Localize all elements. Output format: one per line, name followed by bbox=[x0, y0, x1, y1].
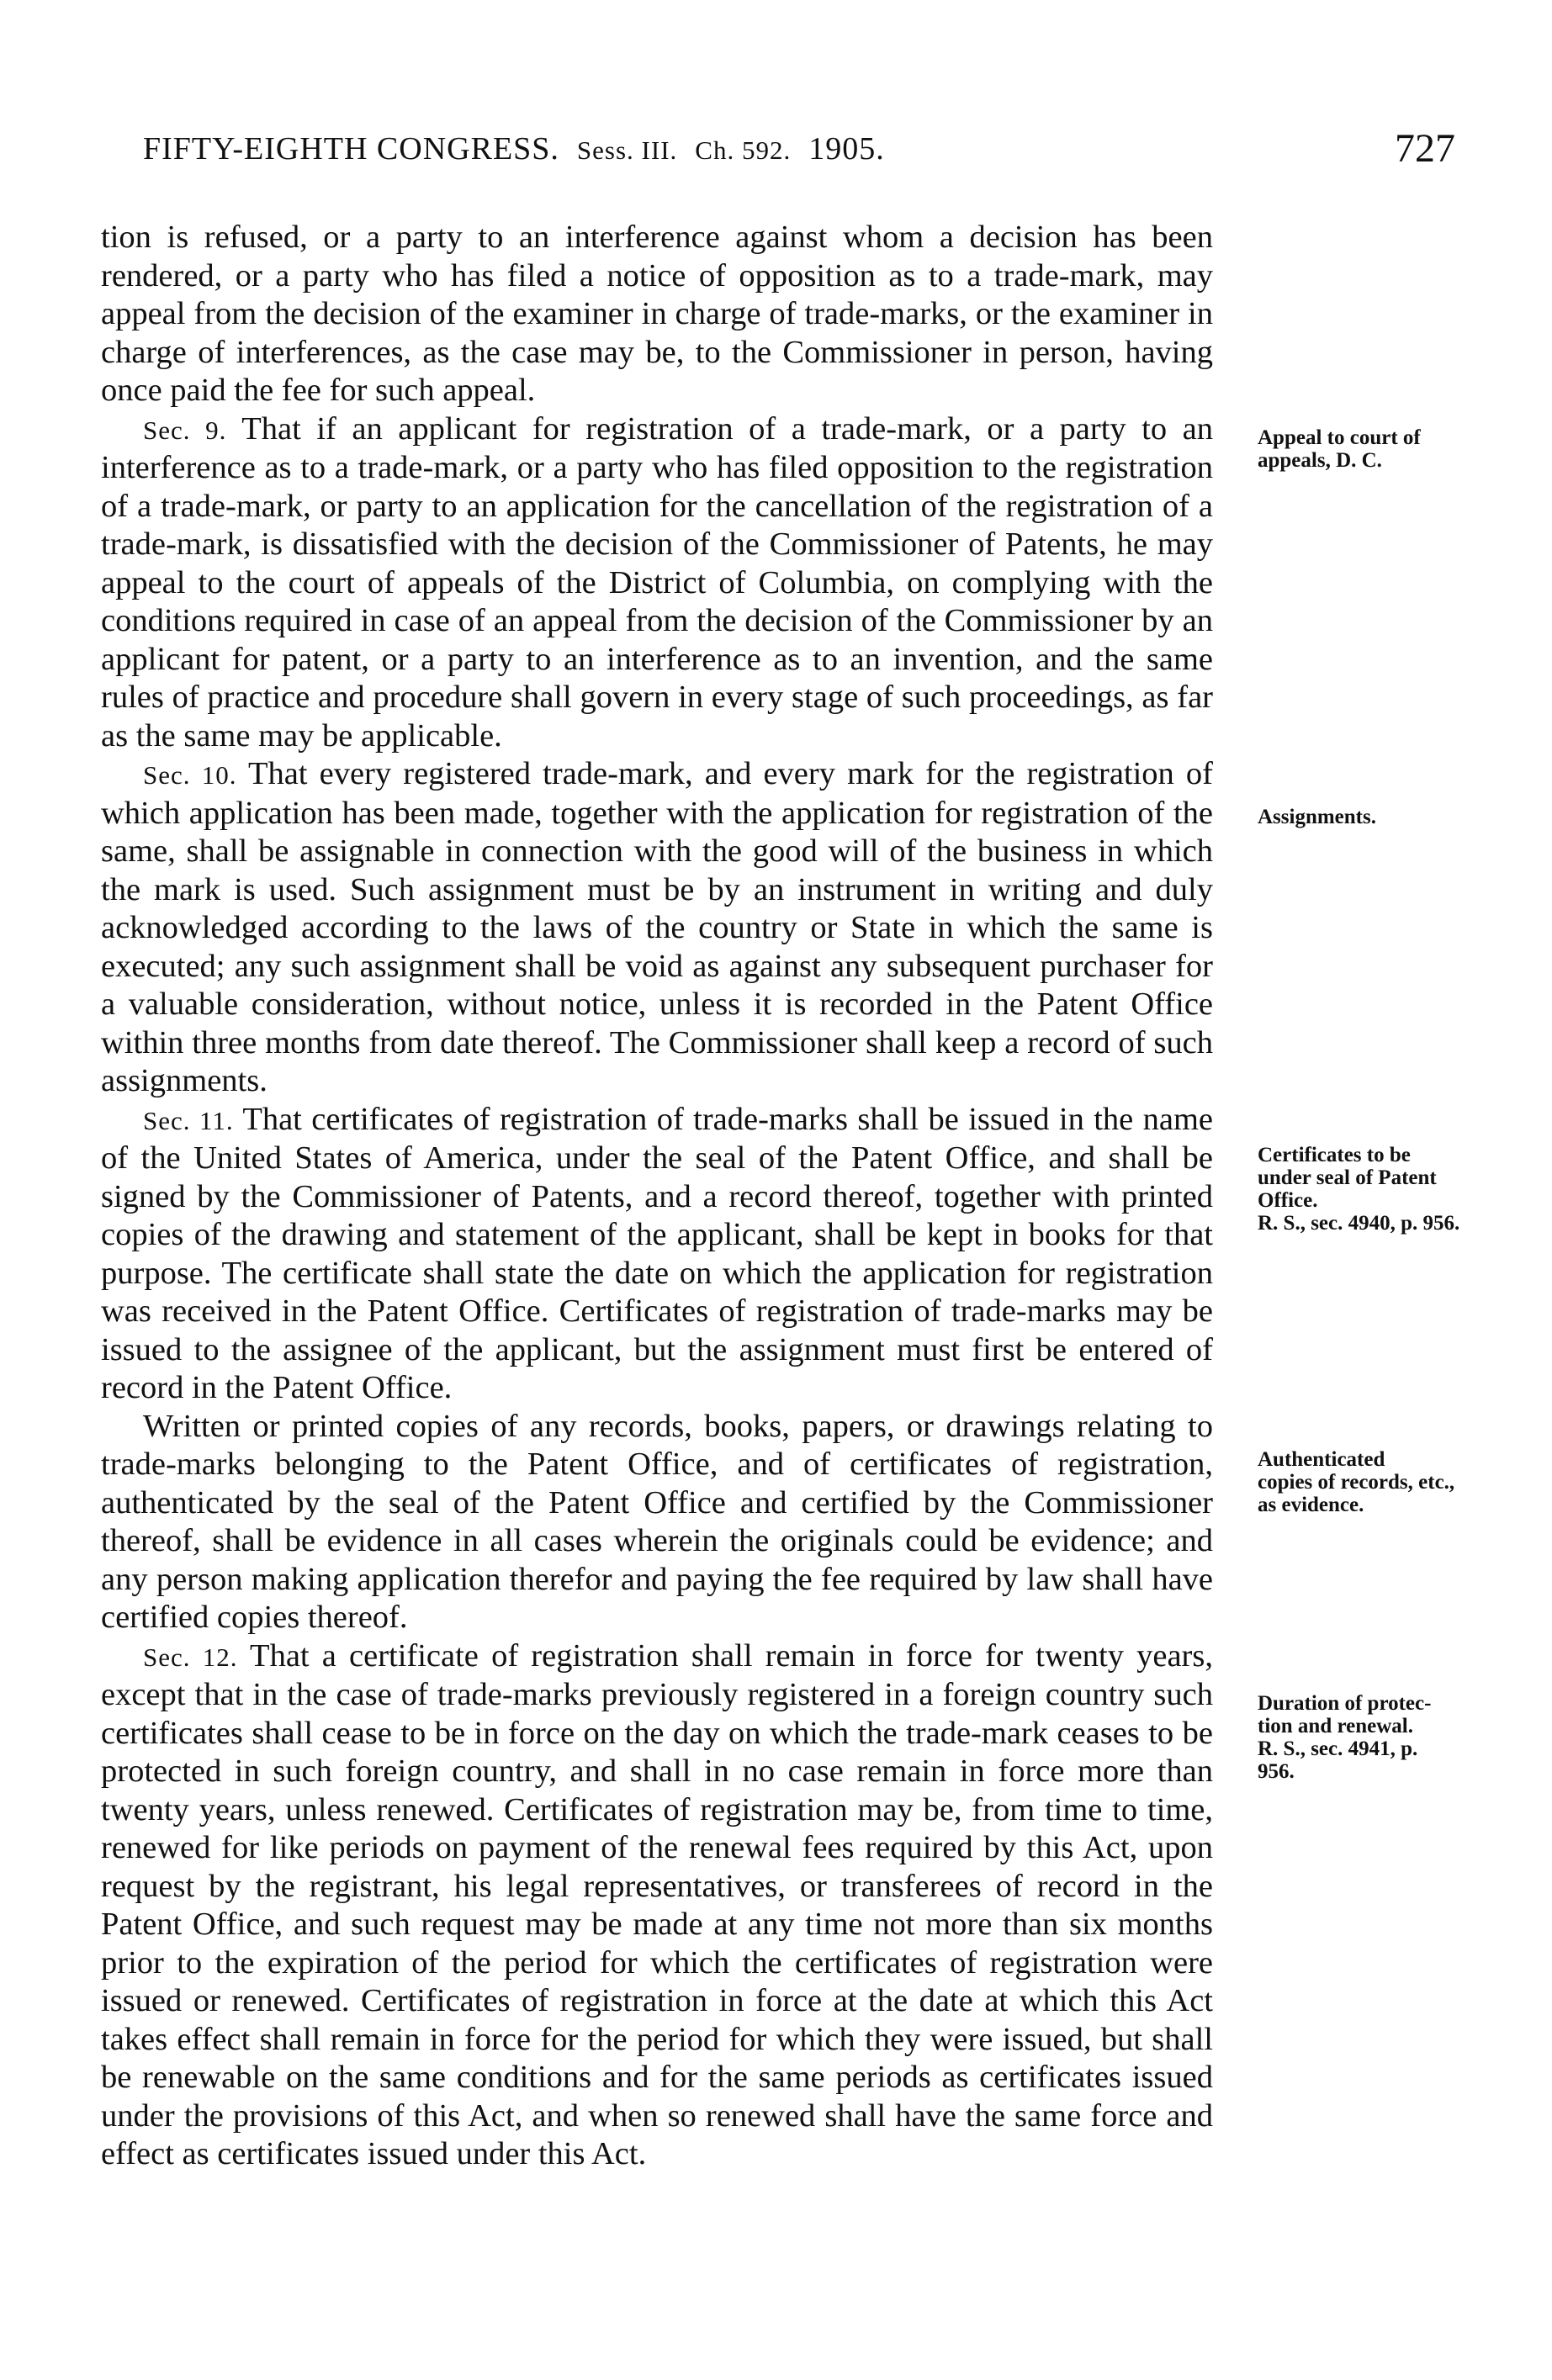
running-head-title: FIFTY-EIGHTH CONGRESS. Sess. III. Ch. 592. 1905. bbox=[143, 131, 885, 167]
section-9: Sec. 9. That if an applicant for registration of a trade-mark, or a party to an interference as to a trade-mark, or a party who has filed opposition to the registration of a trade-mark, or party to an application for the cancellation of the registration of a trade-mark, is dissatisfied with the decision of the Commissioner of Patents, he may appeal to the court of appeals of the District of Columbia, on complying with the conditions required in case of an appeal from the decision of the Commissioner by an applicant for patent, or a party to an interference as to an invention, and the same rules of practice and procedure shall govern in every stage of such proceedings, as far as the same may be applicable. bbox=[101, 410, 1213, 754]
section-label: Sec. 11. bbox=[143, 1105, 234, 1135]
margin-note-assignments: Assignments. bbox=[1258, 806, 1376, 828]
paragraph-certified-copies: Written or printed copies of any records, books, papers, or drawings relating to trade-marks belonging to the Patent Office, and of certificates of registration, authenticated by the seal of the Patent Office and certified by the Commissioner thereof, shall be evidence in all cases wherein the originals could be evidence; and any person making application therefor and paying the fee required by law shall have certified copies thereof. bbox=[101, 1408, 1213, 1635]
running-head bbox=[143, 126, 1455, 181]
margin-note-appeal: Appeal to court of appeals, D. C. bbox=[1258, 426, 1421, 472]
margin-note-duration: Duration of protec- tion and renewal. R. S., sec. 4941, p. 956. bbox=[1258, 1692, 1432, 1783]
section-12: Sec. 12. That a certificate of registration shall remain in force for twenty years, except that in the case of trade-marks previously registered in a foreign country such certificates shall cease to be in force on the day on which the trade-mark ceases to be protected in such foreign country, and shall in no case remain in force more than twenty years, unless renewed. Certificates of registration may be, from time to time, renewed for like periods on payment of the renewal fees required by this Act, upon request by the registrant, his legal representatives, or transferees of record in the Patent Office, and such request may be made at any time not more than six months prior to the expiration of the period for which the certificates of registration were issued or renewed. Certificates of registration in force at the date at which this Act takes effect shall remain in force for the period for which they were issued, but shall be renewable on the same conditions and for the same periods as certificates issued under the provisions of this Act, and when so renewed shall have the same force and effect as certificates issued under this Act. bbox=[101, 1637, 1213, 2171]
section-11: Sec. 11. That certificates of registration of trade-marks shall be issued in the name of the United States of America, under the seal of the Patent Office, and shall be signed by the Commissioner of Patents, and a record thereof, together with printed copies of the drawing and statement of the applicant, shall be kept in books for that purpose. The certificate shall state the date on which the application for registration was received in the Patent Office. Certificates of registration of trade-marks may be issued to the assignee of the applicant, but the assignment must first be entered of record in the Patent Office. bbox=[101, 1101, 1214, 1405]
body-text bbox=[101, 219, 1213, 2174]
margin-note-authenticated-copies: Authenticated copies of records, etc., as evidence. bbox=[1258, 1448, 1455, 1516]
section-label: Sec. 9. bbox=[143, 415, 227, 445]
paragraph-continuation: tion is refused, or a party to an interference against whom a decision has been rendered, or a party who has filed a notice of opposition as to a trade-mark, may appeal from the decision of the examiner in charge of trade-marks, or the examiner in charge of interferences, as the case may be, to the Commissioner in person, having once paid the fee for such appeal. bbox=[101, 219, 1213, 408]
section-label: Sec. 10. bbox=[143, 760, 237, 790]
section-10: Sec. 10. That every registered trade-mark, and every mark for the registration of which application has been made, together with the application for registration of the same, shall be assignable in connection with the good will of the business in which the mark is used. Such assignment must be by an instrument in writing and duly acknowledged according to the laws of the country or State in which the same is executed; any such assignment shall be void as against any subsequent purchaser for a valuable consideration, without notice, unless it is recorded in the Patent Office within three months from date thereof. The Commissioner shall keep a record of such assignments. bbox=[101, 756, 1214, 1098]
section-label: Sec. 12. bbox=[143, 1642, 238, 1672]
margin-note-certificates: Certificates to be under seal of Patent Office. R. S., sec. 4940, p. 956. bbox=[1258, 1144, 1460, 1235]
page-number: 727 bbox=[1395, 126, 1455, 171]
